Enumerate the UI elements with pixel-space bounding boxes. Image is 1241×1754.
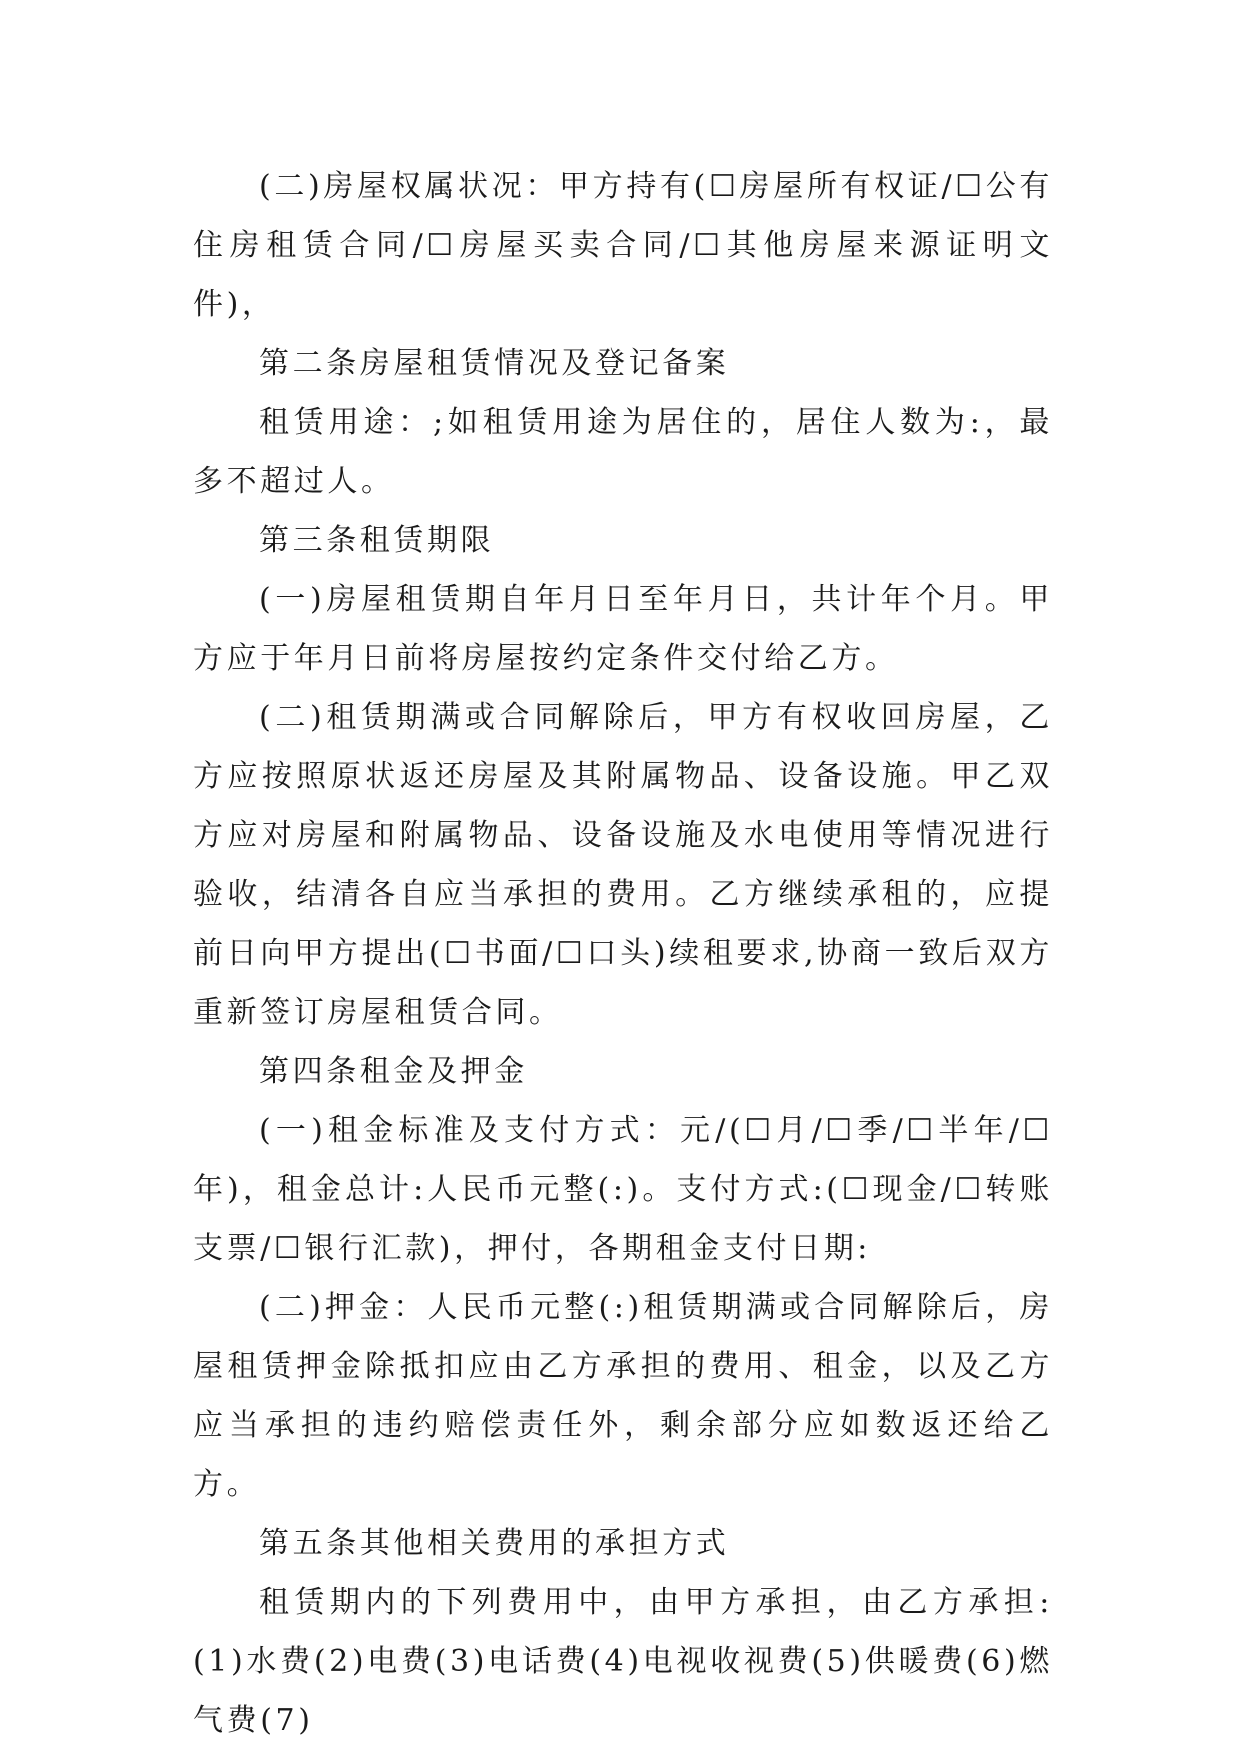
heading-article-4: 第四条租金及押金: [259, 1054, 528, 1089]
heading-article-5: 第五条其他相关费用的承担方式: [259, 1526, 730, 1561]
heading-article-2: 第二条房屋租赁情况及登记备案: [259, 346, 730, 381]
clause-property-ownership: (二)房屋权属状况：甲方持有(☐房屋所有权证/☐公有住房租赁合同/☐房屋买卖合同/☐其他房屋来源证明文件)，: [193, 169, 1053, 322]
document-body: [193, 157, 1053, 1750]
clause-lease-expiry: (二)租赁期满或合同解除后，甲方有权收回房屋，乙方应按照原状返还房屋及其附属物品、设备设施。甲乙双方应对房屋和附属物品、设备设施及水电使用等情况进行验收，结清各自应当承担的费用。乙方继续承租的，应提前日向甲方提出(☐书面/☐口头)续租要求,协商一致后双方重新签订房屋租赁合同。: [193, 700, 1053, 1030]
clause-lease-term: (一)房屋租赁期自年月日至年月日，共计年个月。甲方应于年月日前将房屋按约定条件交付给乙方。: [193, 582, 1053, 676]
clause-rent-payment: (一)租金标准及支付方式：元/(☐月/☐季/☐半年/☐年)，租金总计:人民币元整(:)。支付方式:(☐现金/☐转账支票/☐银行汇款)，押付，各期租金支付日期:: [193, 1113, 1053, 1266]
heading-article-3: 第三条租赁期限: [259, 523, 495, 558]
clause-lease-purpose: 租赁用途：;如租赁用途为居住的，居住人数为:，最多不超过人。: [193, 405, 1053, 499]
clause-other-fees: 租赁期内的下列费用中，由甲方承担，由乙方承担:(1)水费(2)电费(3)电话费(4)电视收视费(5)供暖费(6)燃气费(7): [193, 1585, 1053, 1738]
clause-deposit: (二)押金：人民币元整(:)租赁期满或合同解除后，房屋租赁押金除抵扣应由乙方承担的费用、租金，以及乙方应当承担的违约赔偿责任外，剩余部分应如数返还给乙方。: [193, 1290, 1053, 1502]
